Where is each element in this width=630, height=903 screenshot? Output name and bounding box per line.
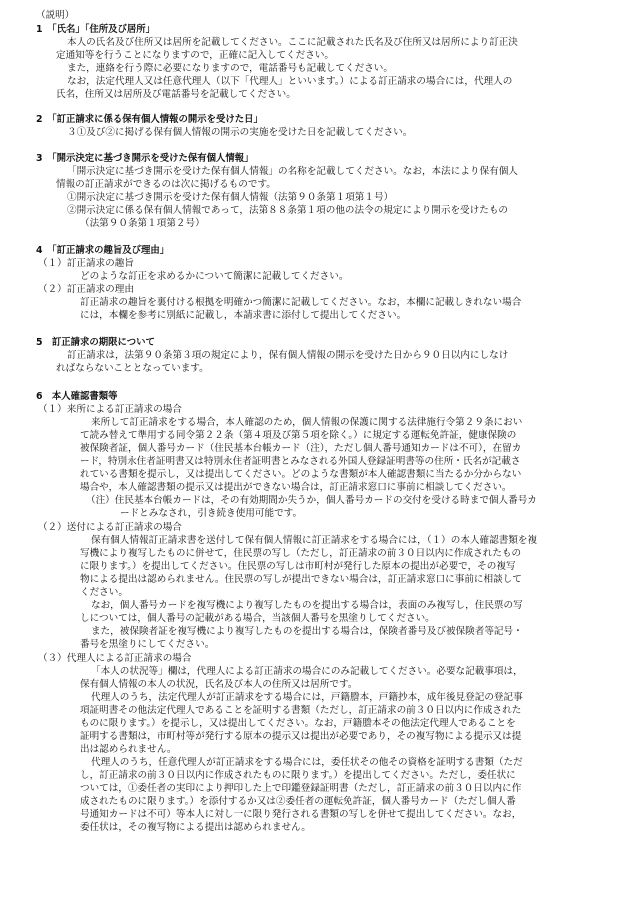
section-6-line: しについては，個人番号の記載がある場合，当該個人番号を黒塗りしてください。 — [80, 613, 435, 624]
section-6-line: 代理人のうち，任意代理人が訂正請求をする場合には，委任状その他その資格を証明する書類（ただ — [91, 757, 523, 768]
section-6-note: （注）住民基本台帳カードは，その有効期間か失うか，個人番号カードの交付を受ける時まで個人番号カ — [86, 495, 537, 506]
section-6-line: 保有個人情報訂正請求書を送付して保有個人情報に訂正請求をする場合には，（１）の本人確認書類を複 — [91, 535, 538, 546]
section-1-line: 本人の氏名及び住所又は居所を記載してください。ここに記載された氏名及び住所又は居所により訂正決 — [67, 37, 518, 48]
section-3-line: ①開示決定に基づき開示を受けた保有個人情報（法第９０条第１項第１号） — [67, 192, 394, 203]
section-6-line: に限ります。）を提出してください。住民票の写しは市町村が発行した原本の提出が必要で，その複写 — [80, 561, 516, 572]
section-3-heading: 3 「開示決定に基づき開示を受けた保有個人情報」 — [36, 153, 254, 164]
section-6-line: 成されたものに限ります。）を添付するか又は②委任者の運転免許証，個人番号カード（ただし個人番 — [80, 796, 516, 807]
section-6-line: ついては，①委任者の実印により押印した上で印鑑登録証明書（ただし，訂正請求の前３０日以内に作 — [80, 783, 522, 794]
section-1-line: なお，法定代理人又は任意代理人（以下「代理人」といいます。）による訂正請求の場合には，代理人の — [67, 76, 513, 87]
section-6-line: なお，個人番号カードを複写機により複写したものを提出する場合は，表面のみ複写し，住民票の写 — [91, 600, 523, 611]
section-4-line: どのような訂正を求めるかについて簡潔に記載してください。 — [80, 271, 349, 282]
section-6-line: 来所して訂正請求をする場合，本人確認のため，個人情報の保護に関する法律施行令第２９条におい — [91, 417, 523, 428]
section-6-line: ものに限ります。）を提示し，又は提出してください。なお，戸籍謄本その他法定代理人であることを — [80, 718, 516, 729]
section-6-line: 号通知カードは不可）等本人に対し一に限り発行される書類の写しを併せて提出してください。なお， — [80, 809, 522, 820]
section-6-line: 保有個人情報の本人の状況，氏名及び本人の住所又は居所です。 — [80, 679, 358, 690]
section-5-line: ればならないこととなっています。 — [56, 363, 209, 374]
section-3-line: （法第９０条第１項第２号） — [80, 218, 205, 229]
section-6-line: 項証明書その他法定代理人であることを証明する書類（ただし，訂正請求の前３０日以内に作成された — [80, 705, 522, 716]
section-6-line: 物による提出は認められません。住民票の写しが提出できない場合は，訂正請求窓口に事前に相談して — [80, 574, 522, 585]
section-5-heading: 5 訂正請求の期限について — [36, 337, 155, 348]
section-1-line: 定通知等を行うことになりますので，正確に記入してください。 — [56, 50, 335, 61]
section-6-line: 「本人の状況等」欄は，代理人による訂正請求の場合にのみ記載してください。必要な記載事項は， — [91, 666, 523, 677]
section-6-subheading: （１）来所による訂正請求の場合 — [38, 404, 182, 415]
section-6-subheading: （２）送付による訂正請求の場合 — [38, 522, 182, 533]
section-6-line: ください。 — [80, 587, 128, 598]
section-6-line: 委任状は，その複写物による提出は認められません。 — [80, 822, 311, 833]
section-6-line: 代理人のうち，法定代理人が訂正請求をする場合には，戸籍謄本，戸籍抄本，成年後見登記の登記事 — [91, 692, 523, 703]
section-6-note: ードとみなされ，引き続き使用可能です。 — [120, 508, 303, 519]
section-4-heading: 4 「訂正請求の趣旨及び理由」 — [36, 245, 170, 256]
section-6-subheading: （３）代理人による訂正請求の場合 — [38, 653, 192, 664]
section-4-line: 訂正請求の趣旨を裏付ける根拠を明確かつ簡潔に記載してください。なお，本欄に記載しきれない場合 — [80, 297, 522, 308]
section-3-line: ②開示決定に係る保有個人情報であって，法第８８条第１項の他の法令の規定により開示を受けたもの — [67, 205, 509, 216]
section-4-line: には，本欄を参考に別紙に記載し，本請求書に添付して提出してください。 — [80, 310, 407, 321]
section-6-heading: 6 本人確認書類等 — [36, 391, 118, 402]
section-6-line: ード，特別永住者証明書又は特別永住者証明書とみなされる外国人登録証明書等の住所・氏名が記載さ — [80, 456, 521, 467]
section-1-line: 氏名，住所又は居所及び電話番号を記載してください。 — [56, 89, 296, 100]
section-1-line: また，連絡を行う際に必要になりますので，電話番号も記載してください。 — [67, 63, 393, 74]
section-6-line: 出は認められません。 — [80, 744, 177, 755]
section-6-line: 写機により複写したものに併せて，住民票の写し（ただし，訂正請求の前３０日以内に作成されたもの — [80, 548, 522, 559]
section-3-line: 「開示決定に基づき開示を受けた保有個人情報」の名称を記載してください。なお，本法により保有個人 — [67, 166, 518, 177]
section-6-line: また，被保険者証を複写機により複写したものを提出する場合は，保険者番号及び被保険者等記号・ — [91, 626, 523, 637]
section-1-heading: 1 「氏名」「住所及び居所」 — [36, 24, 156, 35]
section-6-line: 証明する書類は，市町村等が発行する原本の提示又は提出が必要であり，その複写物による提示又は提 — [80, 731, 522, 742]
section-6-line: 被保険者証，個人番号カード（住民基本台帳カード（注），ただし個人番号通知カードは不可），在留カ — [80, 443, 522, 454]
section-5-line: 訂正請求は，法第９０条第３項の規定により，保有個人情報の開示を受けた日から９０日以内にしなけ — [67, 350, 509, 361]
section-6-line: 番号を黒塗りにしてください。 — [80, 639, 215, 650]
section-4-subheading: （２）訂正請求の理由 — [38, 284, 134, 295]
section-6-line: 場合や，本人確認書類の提示又は提出ができない場合は，訂正請求窓口に事前に相談してください。 — [80, 482, 512, 493]
section-4-subheading: （１）訂正請求の趣旨 — [38, 258, 134, 269]
section-6-line: て読み替えて準用する同令第２２条（第４項及び第５項を除く。）に規定する運転免許証，健康保険の — [80, 430, 517, 441]
section-2-line: ３①及び②に掲げる保有個人情報の開示の実施を受けた日を記載してください。 — [67, 127, 413, 138]
section-2-heading: 2 「訂正請求に係る保有個人情報の開示を受けた日」 — [36, 114, 263, 125]
section-6-line: し，訂正請求の前３０日以内に作成されたものに限ります。）を提出してください。ただし，委任状に — [80, 770, 516, 781]
section-6-line: れている書類を提示し，又は提出してください。どのような書類が本人確認書類に当たるか分からない — [80, 469, 522, 480]
section-3-line: 情報の訂正請求ができるのは次に掲げるものです。 — [56, 179, 276, 190]
intro-label: （説明） — [36, 10, 75, 21]
